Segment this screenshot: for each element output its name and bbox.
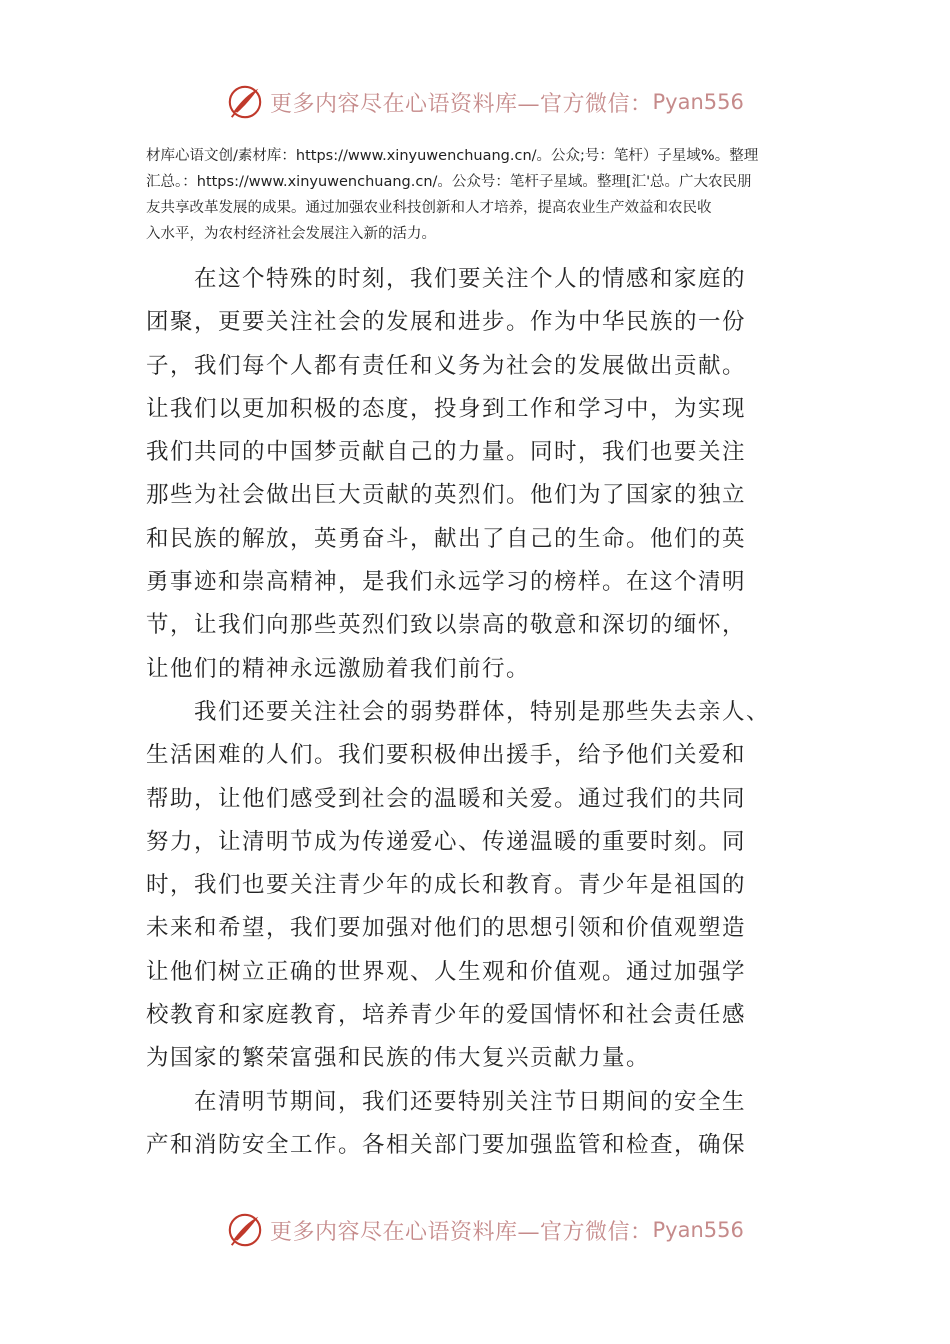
- body-line: 勇事迹和崇高精神，是我们永远学习的榜样。在这个清明: [146, 569, 747, 596]
- body-line: 和民族的解放，英勇奋斗，献出了自己的生命。他们的英: [146, 525, 747, 552]
- body-line: 让他们树立正确的世界观、人生观和价值观。通过加强学: [146, 958, 747, 985]
- quill-logo-icon: [226, 1211, 264, 1249]
- body-line: 我们还要关注社会的弱势群体，特别是那些失去亲人、: [146, 698, 771, 725]
- footer-banner: [0, 1210, 950, 1250]
- body-line: 在这个特殊的时刻，我们要关注个人的情感和家庭的: [146, 266, 747, 292]
- intro-line: 入水平，为农村经济社会发展注入新的活力。: [146, 226, 436, 242]
- body-line: 我们共同的中国梦贡献自己的力量。同时，我们也要关注: [146, 439, 747, 466]
- body-line: 那些为社会做出巨大贡献的英烈们。他们为了国家的独立: [146, 482, 747, 509]
- intro-line: 友共享改革发展的成果。通过加强农业科技创新和人才培养，提高农业生产效益和农民收: [146, 200, 712, 216]
- body-line: 团聚，更要关注社会的发展和进步。作为中华民族的一份: [146, 309, 747, 336]
- header-banner: [0, 82, 950, 122]
- body-line: 生活困难的人们。我们要积极伸出援手，给予他们关爱和: [146, 742, 747, 769]
- banner-wechat-id: Pyan556: [652, 90, 744, 114]
- body-text: [146, 258, 814, 1167]
- body-line: 努力，让清明节成为传递爱心、传递温暖的重要时刻。同: [146, 828, 747, 855]
- body-line: 节，让我们向那些英烈们致以崇高的敬意和深切的缅怀，: [146, 612, 747, 639]
- banner-text: 更多内容尽在心语资料库—官方微信：: [270, 91, 653, 117]
- intro-paragraph: [146, 143, 808, 247]
- body-line: 在清明节期间，我们还要特别关注节日期间的安全生: [146, 1088, 747, 1115]
- body-line: 为国家的繁荣富强和民族的伟大复兴贡献力量。: [146, 1045, 651, 1072]
- body-line: 时，我们也要关注青少年的成长和教育。青少年是祖国的: [146, 872, 747, 899]
- body-line: 校教育和家庭教育，培养青少年的爱国情怀和社会责任感: [146, 1002, 747, 1029]
- body-line: 让他们的精神永远激励着我们前行。: [146, 655, 531, 682]
- body-line: 让我们以更加积极的态度，投身到工作和学习中，为实现: [146, 395, 747, 422]
- body-line: 子，我们每个人都有责任和义务为社会的发展做出贡献。: [146, 352, 747, 379]
- banner-text: 更多内容尽在心语资料库—官方微信：: [270, 1219, 653, 1245]
- intro-line: 材库心语文创/素材库：https://www.xinyuwenchuang.cn/。公众;号：笔杆）子星域%。整理: [146, 148, 759, 164]
- quill-logo-icon: [226, 83, 264, 121]
- body-line: 帮助，让他们感受到社会的温暖和关爱。通过我们的共同: [146, 785, 747, 812]
- banner-wechat-id: Pyan556: [652, 1218, 744, 1242]
- body-line: 产和消防安全工作。各相关部门要加强监管和检查，确保: [146, 1131, 747, 1158]
- intro-line: 汇总。：https://www.xinyuwenchuang.cn/。公众号：笔杆子星域。整理[汇'总。广大农民朋: [146, 174, 752, 190]
- body-line: 未来和希望，我们要加强对他们的思想引领和价值观塑造: [146, 915, 747, 942]
